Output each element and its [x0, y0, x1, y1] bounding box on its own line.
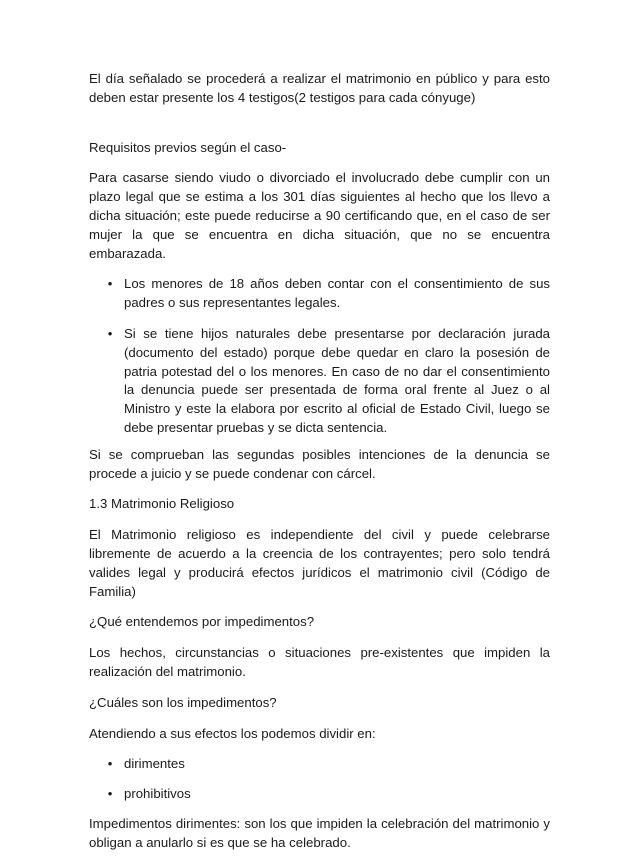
paragraph-requirements-heading: Requisitos previos según el caso- [89, 139, 287, 155]
paragraph-dirimentes-definition: Impedimentos dirimentes: son los que impiden la celebración del matrimonio y obligan a anularlo si es que se ha celebrado. [89, 815, 550, 850]
document-page [89, 70, 550, 865]
paragraph-ceremony: El día señalado se procederá a realizar el matrimonio en público y para esto deben estar presente los 4 testigos(2 testigos para cada cónyuge) [89, 71, 550, 105]
paragraph-impediments-definition: Los hechos, circunstancias o situaciones pre-existentes que impiden la realización del matrimonio. [89, 645, 550, 679]
bullet-icon: • [107, 786, 113, 802]
question-which-impediments: ¿Cuáles son los impedimentos? [89, 694, 277, 710]
list-item [89, 785, 550, 804]
list-item [89, 755, 550, 774]
paragraph-trial: Si se comprueban las segundas posibles intenciones de la denuncia se procede a juicio y se puede condenar con cárcel. [89, 446, 550, 481]
list-item [89, 325, 550, 438]
question-impediments-definition: ¿Qué entendemos por impedimentos? [89, 614, 315, 630]
list-item-text: Si se tiene hijos naturales debe presentarse por declaración jurada (documento del estado) porque debe quedar en claro la posesión de patria potestad del o los menores. En caso de no dar el consentimiento la denuncia puede ser presentada de forma oral frente al Juez o al Ministro y este la elabora por escrito al oficial de Estado Civil, luego se debe presentar pruebas y se dicta sentencia. [124, 325, 550, 435]
bullet-icon: • [107, 756, 113, 772]
bullet-icon: • [107, 276, 113, 292]
paragraph-effects-division: Atendiendo a sus efectos los podemos dividir en: [89, 725, 376, 741]
list-item-text: dirimentes [124, 756, 185, 772]
paragraph-widow-divorced: Para casarse siendo viudo o divorciado el involucrado debe cumplir con un plazo legal que se estima a los 301 días siguientes al hecho que los llevo a dicha situación; este puede reducirse a 90 certificando que, en el caso de ser mujer la que se encuentra en dicha situación, que no se encuentra embarazada. [89, 170, 550, 261]
list-item [89, 275, 550, 313]
list-item-text: prohibitivos [124, 786, 191, 802]
list-item-text: Los menores de 18 años deben contar con el consentimiento de sus padres o sus representantes legales. [124, 276, 550, 311]
section-heading-religious-marriage: 1.3 Matrimonio Religioso [89, 496, 235, 512]
requirements-list [89, 275, 550, 437]
impediments-list [89, 755, 550, 804]
paragraph-religious-marriage: El Matrimonio religioso es independiente del civil y puede celebrarse libremente de acuerdo a la creencia de los contrayentes; pero solo tendrá valides legal y producirá efectos jurídicos el matrimonio civil (Código de Familia) [89, 527, 550, 599]
bullet-icon: • [107, 325, 113, 341]
